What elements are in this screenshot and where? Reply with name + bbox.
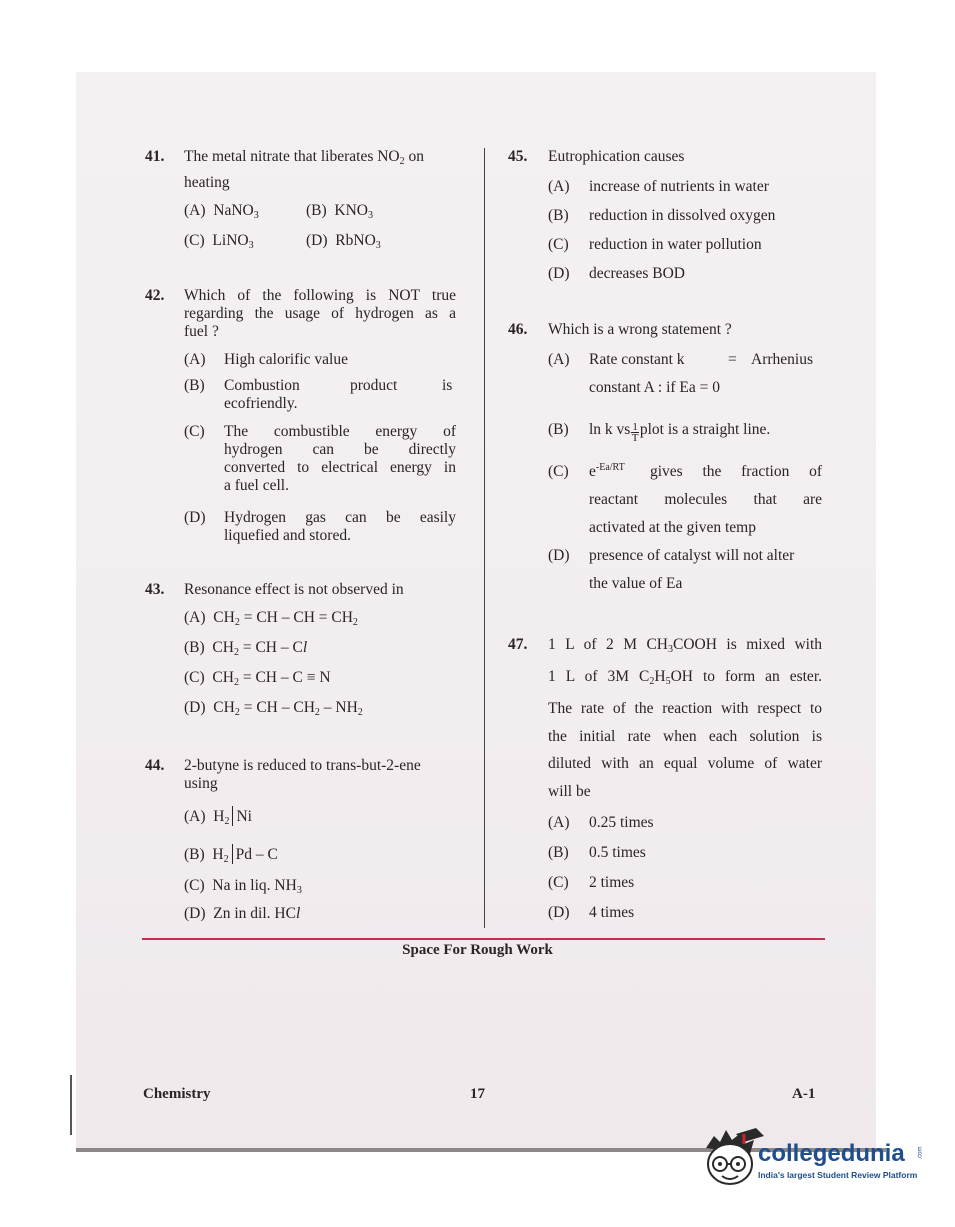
question-number: 47. xyxy=(508,636,528,653)
question-number: 46. xyxy=(508,321,528,338)
question-number: 44. xyxy=(145,757,165,774)
rough-work-divider xyxy=(142,938,825,940)
footer-paper-code: A-1 xyxy=(792,1086,816,1102)
footer-subject: Chemistry xyxy=(143,1086,211,1102)
question-text: Resonance effect is not observed in xyxy=(184,581,404,598)
question-text-5: diluted with an equal volume of water xyxy=(548,755,822,772)
question-text: Which is a wrong statement ? xyxy=(548,321,732,338)
question-text-3: The rate of the reaction with respect to xyxy=(548,700,822,717)
rough-work-label: Space For Rough Work xyxy=(402,942,553,958)
question-text-end: fuel ? xyxy=(184,323,219,340)
footer-page-number: 17 xyxy=(470,1086,485,1102)
question-text-6: will be xyxy=(548,783,591,800)
question-text: The metal nitrate that liberates $NO_2$ on xyxy=(184,148,424,167)
option-c: (C) LiNO$_3$ xyxy=(184,232,254,251)
question-number: 43. xyxy=(145,581,165,598)
question-text-cont: heating xyxy=(184,174,230,191)
question-text: Eutrophication causes xyxy=(548,148,685,165)
option-b: (B) $CH_2$ = CH – Cl xyxy=(184,639,308,658)
separator-bar xyxy=(232,844,233,864)
question-text: 1 L of 2 M $CH_3COOH$ is mixed with xyxy=(548,636,823,655)
option-a: (A) NaNO$_3$ xyxy=(184,202,259,221)
option-a: (A) $CH_2$ = CH – CH = $CH_2$ xyxy=(184,609,358,628)
option-d: (D) $CH_2$ = CH – $CH_2 - NH_2$ xyxy=(184,699,363,718)
question-text: Which of the following is NOT true xyxy=(184,287,456,304)
page-left-mark xyxy=(70,1075,72,1135)
logo-tagline: India's largest Student Review Platform xyxy=(758,1170,918,1180)
logo-suffix: .com xyxy=(917,1146,924,1160)
option-c: (C) $CH_2$ = CH – C ≡ N xyxy=(184,669,331,688)
separator-bar xyxy=(232,806,233,826)
logo-wordmark: collegedunia xyxy=(758,1140,905,1167)
question-number: 42. xyxy=(145,287,165,304)
question-text-2: 1 L of 3M $C_2H_5OH$ to form an ester. xyxy=(548,668,822,687)
option-b: (B) $KNO_3$ xyxy=(306,202,374,221)
fraction: $\frac{1}{T}$ xyxy=(631,421,639,444)
question-number: 41. xyxy=(145,148,165,165)
option-b: (B) $H_2$ Pd – C xyxy=(184,846,278,865)
option-d: (D) RbNO$_3$ xyxy=(306,232,381,251)
option-c: (C) Na in liq. $NH_3$ xyxy=(184,877,302,896)
question-text-cont: using xyxy=(184,775,218,792)
column-divider xyxy=(484,148,485,928)
question-number: 45. xyxy=(508,148,528,165)
question-text: 2-butyne is reduced to trans-but-2-ene xyxy=(184,757,421,774)
question-text-cont: regarding the usage of hydrogen as a xyxy=(184,305,456,322)
question-text-4: the initial rate when each solution is xyxy=(548,728,822,745)
option-d: (D) Zn in dil. HCl xyxy=(184,905,301,922)
option-a: (A) $H_2$ Ni xyxy=(184,808,252,827)
